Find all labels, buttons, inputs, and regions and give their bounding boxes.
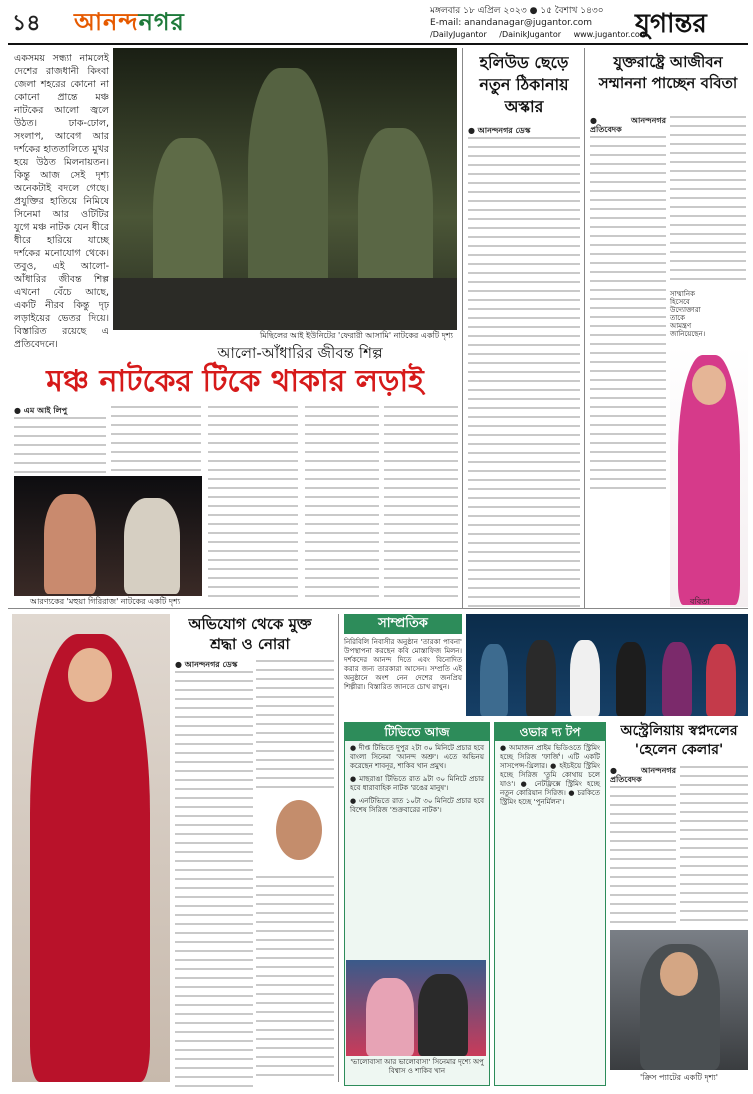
lead-body-col-5 bbox=[384, 406, 458, 602]
shraddha-body-col-3 bbox=[256, 876, 334, 1080]
babita-photo-caption: ববিতা bbox=[690, 597, 710, 606]
australia-face bbox=[660, 952, 698, 996]
babita-more-1: সাম্মানিক bbox=[670, 290, 695, 298]
column-divider bbox=[462, 48, 463, 608]
text-lines bbox=[610, 786, 676, 946]
australia-body-col-1 bbox=[610, 766, 676, 926]
nora-photo bbox=[262, 792, 334, 872]
email[interactable]: E-mail: anandanagar@jugantor.com bbox=[430, 18, 593, 28]
section-title bbox=[74, 4, 185, 44]
australia-photo-caption: 'ক্রিস প্যাটের একটি দৃশ্য' bbox=[640, 1073, 718, 1082]
tv-figure-1 bbox=[366, 978, 414, 1056]
babita-photo bbox=[670, 345, 748, 607]
lead-photo-caption: মিছিলের আই ইউনিটের 'ফেরারী আসামি' নাটকের একটি দৃশ্য bbox=[260, 331, 453, 340]
australia-headline: অস্ট্রেলিয়ায় স্বপ্নদলের 'হেলেন কেলার' bbox=[620, 723, 738, 758]
babita-headline: যুক্তরাষ্ট্রে আজীবন সম্মাননা পাচ্ছেন ববিতা bbox=[598, 53, 738, 92]
shraddha-face bbox=[68, 648, 112, 702]
lead-photo bbox=[113, 48, 457, 330]
section-title-a: আনন্দ bbox=[74, 8, 139, 36]
tv-body bbox=[345, 741, 489, 947]
person-2 bbox=[526, 640, 556, 716]
babita-more-5: আমন্ত্রণ bbox=[670, 322, 692, 330]
person-6 bbox=[706, 644, 736, 716]
hollywood-body bbox=[468, 126, 580, 606]
tv-item-1: ● দীপ্ত টিভিতে দুপুর ২টা ৩০ মিনিটে প্রচার হবে বাংলা সিনেমা 'আনন্দ অশ্রু'। এতে অভিনয় করেছেন শাবনূর, শাকিব খান প্রমুখ। bbox=[350, 744, 484, 770]
figure-man bbox=[124, 498, 180, 594]
babita-more-2: হিসেবে bbox=[670, 298, 690, 306]
text-lines bbox=[384, 406, 458, 602]
section-title-b: নগর bbox=[138, 8, 185, 36]
nora-figure bbox=[276, 800, 322, 860]
babita-more-4: তাকে bbox=[670, 314, 685, 322]
text-lines bbox=[670, 116, 746, 286]
australia-body-col-2 bbox=[680, 766, 748, 926]
twitter-link[interactable]: /DainikJugantor bbox=[499, 30, 562, 39]
lead-byline: ● এম আই লিপু bbox=[14, 406, 68, 415]
babita-body-col-2 bbox=[670, 116, 746, 286]
babita-byline: ● আনন্দনগর প্রতিবেদক bbox=[590, 116, 666, 134]
australia-photo bbox=[610, 930, 748, 1070]
lead-intro: একসময় সন্ধ্যা নামলেই দেশের রাজধানী কিংবা জেলা শহরের কোনো না কোনো প্রান্তে মঞ্চ নাটকের আলো জ্বলে উঠত। ঢাক-ঢোল, সংলাপ, আবেগ আর দর্শকের হাততালিতে মুখর হয়ে উঠত মিলনায়তন। কিন্তু আজ সেই দৃশ্য অনেকটাই বদলে গেছে। প্রযুক্তির হাতিয়ে নিমিষে সিনেমা আর ওটিটির যুগে মঞ্চ নাটক যেন ধীরে ধীরে হারিয়ে যাচ্ছে দর্শকের মনোযোগ থেকে। তবুও, এই আলো-আঁধারির জীবন্ত শিল্প এখনো বেঁচে আছে, একটি নীরব কিন্তু দৃঢ় লড়াইয়ের ভেতর দিয়ে। বিস্তারিত রয়েছে এ প্রতিবেদনে। bbox=[14, 53, 109, 350]
person-3 bbox=[570, 640, 600, 716]
desk bbox=[113, 278, 457, 330]
tv-figure-2 bbox=[418, 974, 468, 1056]
samprotik-header: সাম্প্রতিক bbox=[344, 614, 462, 634]
tv-photo-caption: 'ভালোবাসা আর ভালোবাসা' সিনেমার দৃশ্যে অপু বিশ্বাস ও শাকিব খান bbox=[350, 1058, 484, 1075]
person-5 bbox=[662, 642, 692, 716]
lead-body-col-4 bbox=[305, 406, 379, 602]
tv-photo bbox=[346, 960, 486, 1056]
text-lines bbox=[175, 671, 253, 1091]
samprotik-body: নিরিবিলি নিবাসীর অনুষ্ঠান 'তারকা পাবনা' উপস্থাপনা করছেন কবি মোস্তাফিজ মিলন। দর্শকদের আনন্দ দিতে এবং বিনোদিত করার জন্য তারকারা আসেন। সম্প্রতি এই অনুষ্ঠানে অংশ নেন দেশের জনপ্রিয় শিল্পীরা। বিস্তারিত জানতে চোখ রাখুন। bbox=[344, 638, 462, 691]
shraddha-byline: ● আনন্দনগর ডেস্ক bbox=[175, 660, 238, 669]
hollywood-byline: ● আনন্দনগর ডেস্ক bbox=[468, 126, 531, 135]
australia-byline: ● আনন্দনগর প্রতিবেদক bbox=[610, 766, 676, 784]
ott-box bbox=[494, 722, 606, 1086]
lead-body-col-3 bbox=[208, 406, 298, 602]
date-email-box bbox=[430, 5, 630, 29]
social-links bbox=[430, 30, 750, 41]
date-line: মঙ্গলবার ১৮ এপ্রিল ২০২৩ ● ১৫ বৈশাখ ১৪৩০ bbox=[430, 6, 604, 16]
person-1 bbox=[480, 644, 508, 716]
text-lines bbox=[256, 876, 334, 1080]
tv-item-2: ● মাছরাঙা টিভিতে রাত ৯টা ৩০ মিনিটে প্রচার হবে ধারাবাহিক নাটক 'রঙের মানুষ'। bbox=[350, 775, 484, 792]
tv-item-3: ● এনটিভিতে রাত ১০টা ৩০ মিনিটে প্রচার হবে বিশেষ সিরিজ 'শুক্রবারের নাটক'। bbox=[350, 797, 484, 814]
column-divider bbox=[338, 614, 339, 1082]
masthead-rule bbox=[8, 43, 748, 45]
facebook-link[interactable]: /DailyJugantor bbox=[430, 30, 487, 39]
ott-header: ওভার দ্য টপ bbox=[495, 723, 605, 741]
lead-body-col-1 bbox=[14, 406, 106, 472]
babita-more bbox=[670, 290, 746, 340]
tv-header: টিভিতে আজ bbox=[345, 723, 489, 741]
lead-body-col-2 bbox=[111, 406, 201, 472]
hollywood-headline: হলিউড ছেড়ে নতুন ঠিকানায় অস্কার bbox=[479, 53, 569, 116]
shraddha-photo bbox=[12, 614, 170, 1082]
person-4 bbox=[616, 642, 646, 716]
newspaper-logo: যুগান্তর bbox=[635, 9, 707, 39]
figure-woman bbox=[44, 494, 96, 594]
lead-kicker: আলো-আঁধারির জীবন্ত শিল্প bbox=[217, 344, 383, 362]
text-lines bbox=[590, 136, 666, 496]
text-lines bbox=[680, 766, 748, 926]
website-link[interactable]: www.jugantor.com bbox=[573, 30, 648, 39]
babita-body-col-1 bbox=[590, 116, 666, 476]
text-lines bbox=[256, 660, 334, 790]
text-lines bbox=[14, 417, 106, 483]
text-lines bbox=[208, 406, 298, 602]
page-number: ১৪ bbox=[12, 11, 41, 36]
ott-body: ● আমাজন প্রাইম ভিডিওতে স্ট্রিমিং হচ্ছে সিরিজ 'ফার্জি'। এটি একটি সাসপেন্স-থ্রিলার। ● হইচইয়ে স্ট্রিমিং হচ্ছে সিরিজ 'তুমি কোথায় চলে যাও'। ● নেটফ্লিক্সে স্ট্রিমিং হচ্ছে নতুন কোরিয়ান সিরিজ। ● চরকিতে স্ট্রিমিং হচ্ছে 'পুনর্মিলন'। bbox=[500, 744, 600, 806]
babita-face bbox=[692, 365, 726, 405]
lead-photo-2 bbox=[14, 476, 202, 596]
text-lines bbox=[468, 137, 580, 617]
shraddha-body-col-2 bbox=[256, 660, 334, 790]
mid-rule bbox=[8, 608, 748, 609]
lead-photo-2-caption: আরণ্যকের 'মহুয়া গিরিরাজ' নাটকের একটি দৃশ্য bbox=[30, 597, 181, 606]
lead-headline: মঞ্চ নাটকের টিকে থাকার লড়াই bbox=[46, 364, 424, 399]
text-lines bbox=[111, 406, 201, 472]
column-divider bbox=[584, 48, 585, 608]
shraddha-headline: অভিযোগ থেকে মুক্ত শ্রদ্ধা ও নোরা bbox=[188, 615, 312, 653]
text-lines bbox=[305, 406, 379, 602]
babita-more-6: জানিয়েছেন। bbox=[670, 330, 706, 338]
samprotik-photo bbox=[466, 614, 748, 716]
babita-more-3: উদ্যোক্তারা bbox=[670, 306, 701, 314]
shraddha-body-col-1 bbox=[175, 660, 253, 1080]
